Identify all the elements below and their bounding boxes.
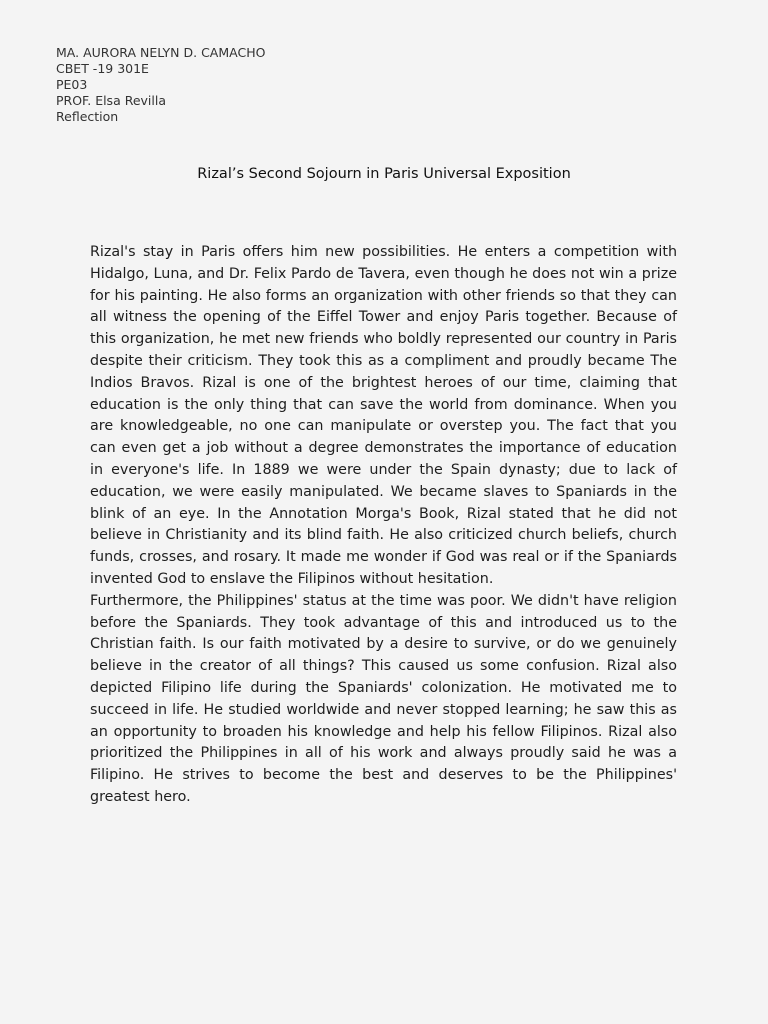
professor-name: PROF. Elsa Revilla [56,93,166,108]
document-type: Reflection [56,109,119,124]
document-body [90,242,677,809]
body-paragraph-2: Furthermore, the Philippines' status at the time was poor. We didn't have religion before the Spaniards. They took advantage of this and introduced us to the Christian faith. Is our faith motivated by a desire to survive, or do we genuinely believe in the creator of all things? This caused us some confusion. Rizal also depicted Filipino life during the Spaniards' colonization. He motivated me to succeed in life. He studied worldwide and never stopped learning; he saw this as an opportunity to broaden his knowledge and help his fellow Filipinos. Rizal also prioritized the Philippines in all of his work and always proudly said he was a Filipino. He strives to become the best and deserves to be the Philippines' greatest hero. [90,592,677,805]
body-paragraph-1: Rizal's stay in Paris offers him new possibilities. He enters a competition with Hidalgo, Luna, and Dr. Felix Pardo de Tavera, even though he does not win a prize for his painting. He also forms an organization with other friends so that they can all witness the opening of the Eiffel Tower and enjoy Paris together. Because of this organization, he met new friends who boldly represented our country in Paris despite their criticism. They took this as a compliment and proudly became The Indios Bravos. Rizal is one of the brightest heroes of our time, claiming that education is the only thing that can save the world from dominance. When you are knowledgeable, no one can manipulate or overstep you. The fact that you can even get a job without a degree demonstrates the importance of education in everyone's life. In 1889 we were under the Spain dynasty; due to lack of education, we were easily manipulated. We became slaves to Spaniards in the blink of an eye. In the Annotation Morga's Book, Rizal stated that he did not believe in Christianity and its blind faith. He also criticized church beliefs, church funds, crosses, and rosary. It made me wonder if God was real or if the Spaniards invented God to enslave the Filipinos without hesitation. [90,244,677,587]
author-header [56,45,456,125]
course-code: PE03 [56,77,88,92]
document-title: Rizal’s Second Sojourn in Paris Universal Exposition [197,166,571,182]
student-section: CBET -19 301E [56,61,149,76]
student-name: MA. AURORA NELYN D. CAMACHO [56,45,266,60]
